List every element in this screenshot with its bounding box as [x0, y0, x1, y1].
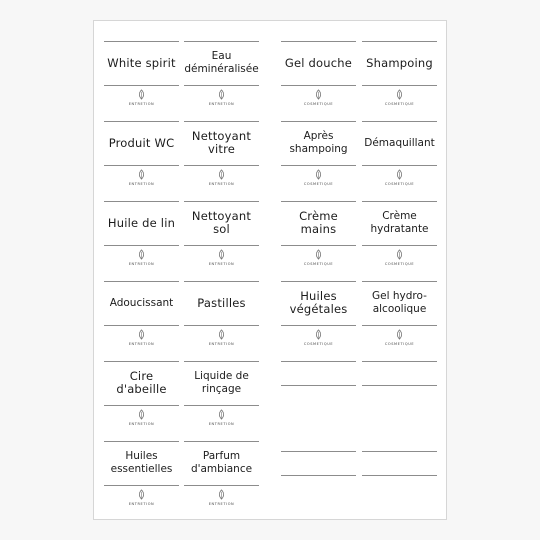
label-top-line — [281, 361, 356, 362]
label-title: Démaquillant — [364, 136, 435, 149]
leaf-logo-icon — [313, 329, 324, 340]
label-title: Gel hydro-alcoolique — [372, 290, 427, 315]
leaf-logo-icon — [394, 89, 405, 100]
leaf-logo-icon — [216, 169, 227, 180]
label-liquide-de-rincage — [184, 361, 259, 441]
label-title: White spirit — [107, 55, 176, 70]
label-bottom-line — [362, 385, 437, 386]
leaf-logo-icon — [216, 409, 227, 420]
leaf-logo-icon — [394, 329, 405, 340]
label-title: Parfum d'ambiance — [190, 450, 253, 475]
label-huiles-vegetales — [281, 281, 356, 361]
label-bottom-line — [104, 245, 179, 246]
label-category: COSMETIQUE — [303, 342, 334, 346]
leaf-logo-icon — [313, 249, 324, 260]
label-demaquillant — [362, 121, 437, 201]
label-title: Liquide de rinçage — [194, 370, 249, 395]
label-title: Gel douche — [284, 55, 353, 70]
leaf-logo-icon — [136, 329, 147, 340]
label-top-line — [362, 451, 437, 452]
label-title: Shampoing — [366, 55, 433, 70]
label-category: COSMETIQUE — [384, 182, 415, 186]
label-nettoyant-vitre — [184, 121, 259, 201]
label-title: Huiles végétales — [289, 289, 348, 316]
label-title: Nettoyant sol — [191, 209, 252, 236]
label-blank — [362, 441, 437, 521]
label-bottom-line — [184, 245, 259, 246]
label-bottom-line — [362, 245, 437, 246]
label-title: Après shampoing — [289, 130, 348, 155]
label-category: ENTRETION — [128, 502, 155, 506]
label-title: Nettoyant vitre — [191, 129, 252, 156]
leaf-logo-icon — [136, 169, 147, 180]
label-bottom-line — [184, 165, 259, 166]
label-top-line — [362, 361, 437, 362]
leaf-logo-icon — [394, 169, 405, 180]
label-category: COSMETIQUE — [303, 262, 334, 266]
label-category: COSMETIQUE — [303, 102, 334, 106]
label-category: ENTRETION — [128, 102, 155, 106]
label-bottom-line — [104, 325, 179, 326]
label-bottom-line — [281, 165, 356, 166]
leaf-logo-icon — [313, 169, 324, 180]
label-title: Cire d'abeille — [116, 369, 167, 396]
label-title: Crème hydratante — [370, 210, 429, 235]
label-category: ENTRETION — [208, 102, 235, 106]
label-category: ENTRETION — [128, 422, 155, 426]
leaf-logo-icon — [216, 89, 227, 100]
label-shampoing — [362, 41, 437, 121]
label-cire-dabeille — [104, 361, 179, 441]
label-huile-de-lin — [104, 201, 179, 281]
label-title: Huile de lin — [107, 215, 176, 230]
leaf-logo-icon — [136, 409, 147, 420]
label-pastilles — [184, 281, 259, 361]
label-bottom-line — [104, 165, 179, 166]
label-bottom-line — [362, 85, 437, 86]
label-bottom-line — [104, 85, 179, 86]
label-bottom-line — [362, 475, 437, 476]
label-produit-wc — [104, 121, 179, 201]
leaf-logo-icon — [216, 249, 227, 260]
label-parfum-dambiance — [184, 441, 259, 521]
label-gel-douche — [281, 41, 356, 121]
leaf-logo-icon — [216, 329, 227, 340]
label-bottom-line — [184, 85, 259, 86]
label-category: ENTRETION — [128, 262, 155, 266]
label-title: Produit WC — [108, 135, 175, 150]
label-white-spirit — [104, 41, 179, 121]
label-title: Crème mains — [299, 209, 338, 236]
label-title: Huiles essentielles — [110, 450, 173, 475]
label-bottom-line — [362, 325, 437, 326]
label-gel-hydro-alcoolique — [362, 281, 437, 361]
label-category: ENTRETION — [208, 342, 235, 346]
leaf-logo-icon — [136, 89, 147, 100]
label-creme-hydratante — [362, 201, 437, 281]
label-creme-mains — [281, 201, 356, 281]
label-category: ENTRETION — [128, 182, 155, 186]
leaf-logo-icon — [216, 489, 227, 500]
label-category: ENTRETION — [208, 182, 235, 186]
label-bottom-line — [104, 485, 179, 486]
label-category: COSMETIQUE — [384, 262, 415, 266]
label-bottom-line — [184, 485, 259, 486]
label-apres-shampoing — [281, 121, 356, 201]
label-nettoyant-sol — [184, 201, 259, 281]
label-sheet — [93, 20, 447, 520]
label-bottom-line — [281, 85, 356, 86]
label-title: Eau déminéralisée — [184, 50, 259, 75]
label-title: Adoucissant — [109, 296, 174, 309]
label-bottom-line — [184, 325, 259, 326]
label-bottom-line — [281, 245, 356, 246]
label-blank — [362, 361, 437, 441]
label-bottom-line — [281, 385, 356, 386]
leaf-logo-icon — [313, 89, 324, 100]
label-eau-demineralisee — [184, 41, 259, 121]
label-bottom-line — [184, 405, 259, 406]
label-adoucissant — [104, 281, 179, 361]
label-category: COSMETIQUE — [303, 182, 334, 186]
label-blank — [281, 441, 356, 521]
leaf-logo-icon — [136, 249, 147, 260]
label-category: COSMETIQUE — [384, 102, 415, 106]
label-bottom-line — [281, 325, 356, 326]
label-huiles-essentielles — [104, 441, 179, 521]
label-category: ENTRETION — [208, 422, 235, 426]
label-title: Pastilles — [197, 295, 246, 310]
label-category: ENTRETION — [208, 502, 235, 506]
label-category: COSMETIQUE — [384, 342, 415, 346]
label-bottom-line — [281, 475, 356, 476]
label-bottom-line — [362, 165, 437, 166]
leaf-logo-icon — [136, 489, 147, 500]
label-blank — [281, 361, 356, 441]
label-top-line — [281, 451, 356, 452]
label-category: ENTRETION — [128, 342, 155, 346]
label-bottom-line — [104, 405, 179, 406]
label-category: ENTRETION — [208, 262, 235, 266]
leaf-logo-icon — [394, 249, 405, 260]
